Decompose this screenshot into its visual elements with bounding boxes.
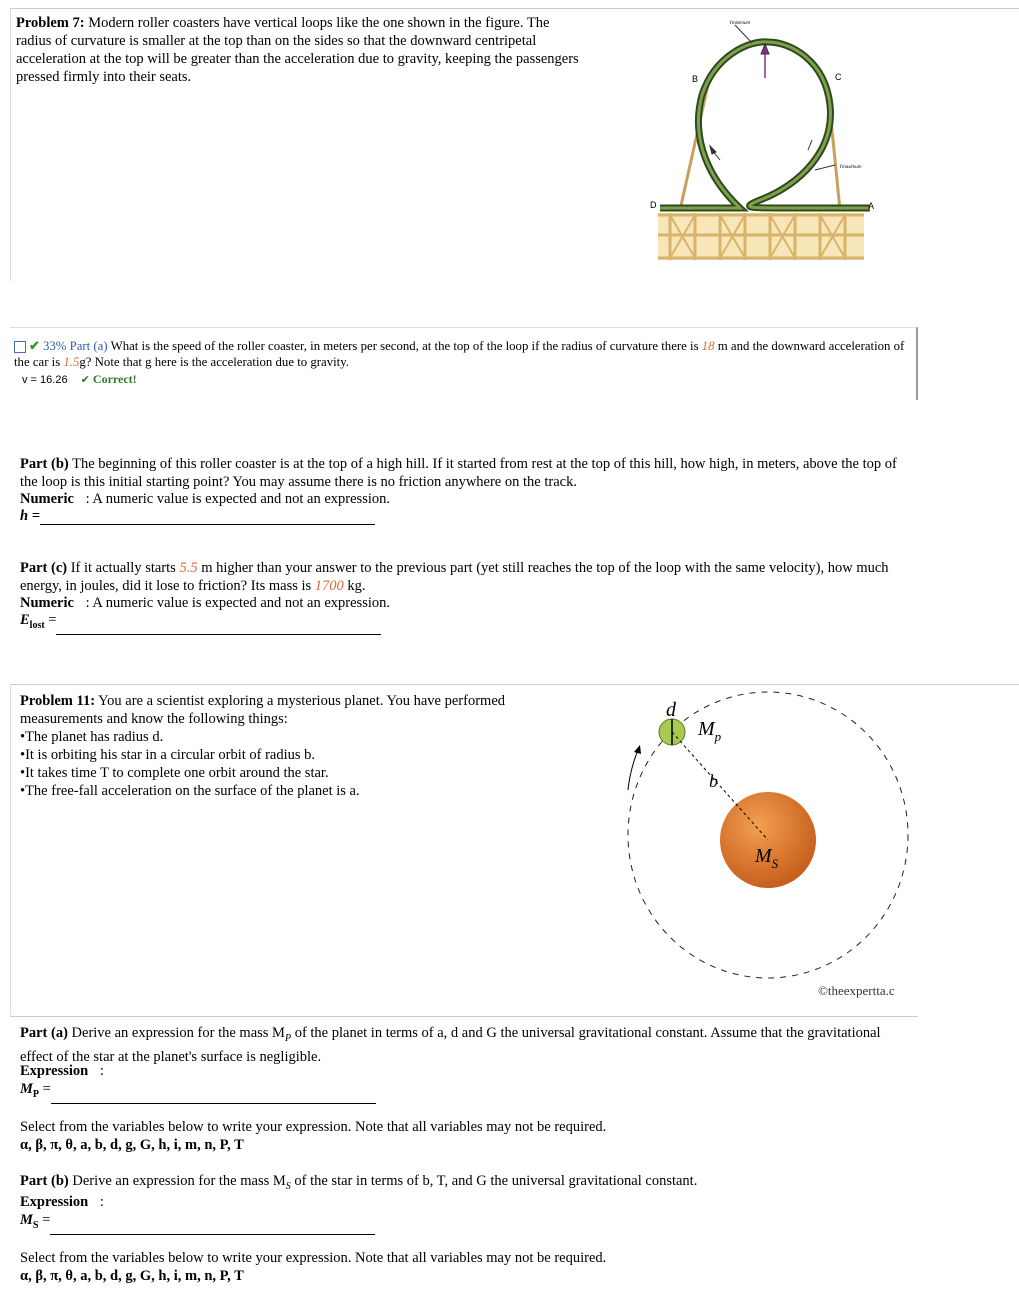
- p11-part-a-text: Derive an expression for the mass M: [71, 1025, 285, 1041]
- part-b-input-line[interactable]: [40, 511, 375, 525]
- problem-label: Problem 7:: [16, 15, 85, 31]
- point-d-label: D: [650, 200, 657, 210]
- bullet-2: •It is orbiting his star in a circular orbit of radius b.: [20, 747, 316, 763]
- part-c-equals: =: [48, 612, 57, 628]
- point-c-label: C: [835, 72, 842, 82]
- p11-part-b-text: Derive an expression for the mass M: [72, 1173, 286, 1189]
- p11-part-b-variable-sub: S: [32, 1219, 39, 1231]
- p11-part-b-answer-field[interactable]: [20, 1211, 375, 1235]
- part-a-answer: v = 16.26: [22, 374, 68, 386]
- support-lattice: [658, 213, 864, 260]
- part-c-input-line[interactable]: [56, 621, 381, 635]
- part-c-text3: kg.: [347, 578, 366, 594]
- part-b-type: [20, 490, 390, 508]
- p11-part-b-label: Part (b): [20, 1173, 69, 1189]
- orbit-radius-line: [672, 732, 768, 840]
- p11-part-a-type-text: :: [99, 1063, 104, 1079]
- part-a-text2: m and the downward acceleration of the car is: [14, 339, 905, 369]
- p11-part-b-sub: S: [285, 1180, 291, 1192]
- part-a-text1: What is the speed of the roller coaster, in meters per second, at the top of the loop if the radius of curvature there is: [110, 339, 699, 353]
- p11-part-a-text2: of the planet in terms of a, d and G the universal gravitational constant. Assume that the gravitational effect of the star at the planet's surface is negligible.: [20, 1025, 881, 1065]
- p11-part-b-question: [20, 1172, 890, 1196]
- orbit-radius-label: b: [709, 771, 718, 791]
- part-b-question: [20, 455, 915, 491]
- part-b-label: Part (b): [20, 456, 69, 472]
- p11-part-b-type: [20, 1193, 104, 1211]
- part-b-type-label: Numeric: [20, 491, 74, 507]
- part-c-question: [20, 559, 915, 595]
- p11-part-a-type-label: Expression: [20, 1063, 89, 1079]
- p11-part-b-input-line[interactable]: [50, 1221, 375, 1235]
- part-b-type-text: : A numeric value is expected and not an expression.: [85, 491, 390, 507]
- part-a-text3: g? Note that g here is the acceleration due to gravity.: [79, 355, 349, 369]
- part-c-text1: If it actually starts: [70, 560, 176, 576]
- planet-radius-label: d: [666, 699, 676, 721]
- p11-part-a-question: [20, 1024, 890, 1066]
- check-icon: ✔: [29, 339, 40, 353]
- p11-part-b-text2: of the star in terms of b, T, and G the universal gravitational constant.: [294, 1173, 698, 1189]
- part-a-accel: 1.5: [63, 355, 80, 369]
- planet-mass-label: $M_p$: [698, 718, 722, 744]
- part-a-score: 33%: [42, 339, 67, 353]
- part-c-extra: 5.5: [179, 560, 198, 576]
- p11-part-a-type: [20, 1062, 104, 1080]
- p11-part-a-variable-sub: P: [32, 1088, 40, 1100]
- r-minimum-label: rminimum: [730, 20, 751, 26]
- p11-part-a-input-line[interactable]: [51, 1090, 376, 1104]
- part-c-variable: E: [20, 612, 30, 628]
- p11-part-a-variable: M: [20, 1081, 33, 1097]
- part-a-status: Correct!: [92, 372, 137, 386]
- section-divider: [10, 1016, 918, 1017]
- p11-part-b-type-label: Expression: [20, 1194, 89, 1210]
- part-c-type-label: Numeric: [20, 595, 74, 611]
- part-a-label: Part (a): [69, 339, 108, 353]
- problem-11-intro: You are a scientist exploring a mysterious planet. You have performed measurements and know the following things:: [20, 693, 506, 727]
- watermark: ©theexpertta.c: [818, 983, 895, 998]
- part-c-text2: m higher than your answer to the previous part (yet still reaches the top of the loop with the same velocity), how much energy, in joules, did it lose to friction? Its mass is: [20, 560, 889, 594]
- problem-text: Modern roller coasters have vertical loops like the one shown in the figure. The radius of curvature is smaller at the top than on the sides so that the downward centripetal acceleration at the top will be greater than the acceleration due to gravity, keeping the passengers pressed firmly into their seats.: [16, 15, 579, 85]
- collapse-toggle-icon[interactable]: [14, 341, 26, 353]
- part-c-type: [20, 594, 390, 612]
- p11-part-b-select-text: Select from the variables below to write your expression. Note that all variables may not be required.: [20, 1250, 607, 1266]
- problem-7-statement: [16, 14, 586, 86]
- problem-11-statement: [20, 692, 565, 800]
- p11-part-b-variable: M: [20, 1212, 33, 1228]
- p11-part-a-answer-field[interactable]: [20, 1080, 376, 1104]
- part-a-radius: 18: [701, 339, 715, 353]
- p11-part-b-variables: α, β, π, θ, a, b, d, g, G, h, i, m, n, P, T: [20, 1268, 244, 1284]
- part-b-variable: h =: [20, 508, 40, 524]
- bullet-3: •It takes time T to complete one orbit around the star.: [20, 765, 329, 781]
- point-b-label: B: [692, 74, 699, 84]
- correct-check-icon: ✔: [80, 374, 90, 386]
- part-a-answer-row: [22, 372, 137, 387]
- part-a-question: [14, 338, 909, 370]
- p11-part-b-equals: =: [42, 1212, 51, 1228]
- part-c-type-text: : A numeric value is expected and not an expression.: [85, 595, 390, 611]
- part-c-mass: 1700: [314, 578, 344, 594]
- problem-11-label: Problem 11:: [20, 693, 96, 709]
- p11-part-a-variables: α, β, π, θ, a, b, d, g, G, h, i, m, n, P, T: [20, 1137, 244, 1153]
- orbit-figure: [610, 690, 920, 998]
- p11-part-a-select-text: Select from the variables below to write your expression. Note that all variables may not be required.: [20, 1119, 607, 1135]
- point-a-label: A: [868, 201, 875, 211]
- p11-part-a-sub: P: [284, 1032, 292, 1044]
- part-c-variable-sub: lost: [29, 619, 45, 631]
- p11-part-a-label: Part (a): [20, 1025, 68, 1041]
- r-maximum-label: rmaximum: [840, 164, 862, 170]
- p11-part-a-equals: =: [42, 1081, 51, 1097]
- bullet-4: •The free-fall acceleration on the surface of the planet is a.: [20, 783, 360, 799]
- roller-coaster-figure: [640, 10, 890, 265]
- p11-part-b-type-text: :: [99, 1194, 104, 1210]
- bullet-1: •The planet has radius d.: [20, 729, 164, 745]
- star-mass-label: $M_S$: [755, 845, 779, 871]
- part-b-answer-field[interactable]: [20, 507, 375, 525]
- part-c-label: Part (c): [20, 560, 68, 576]
- part-b-text: The beginning of this roller coaster is at the top of a high hill. If it started from rest at the top of this hill, how high, in meters, above the top of the loop is this initial starting point? You may assume there is no friction anywhere on the track.: [20, 456, 897, 490]
- part-c-answer-field[interactable]: [20, 611, 381, 635]
